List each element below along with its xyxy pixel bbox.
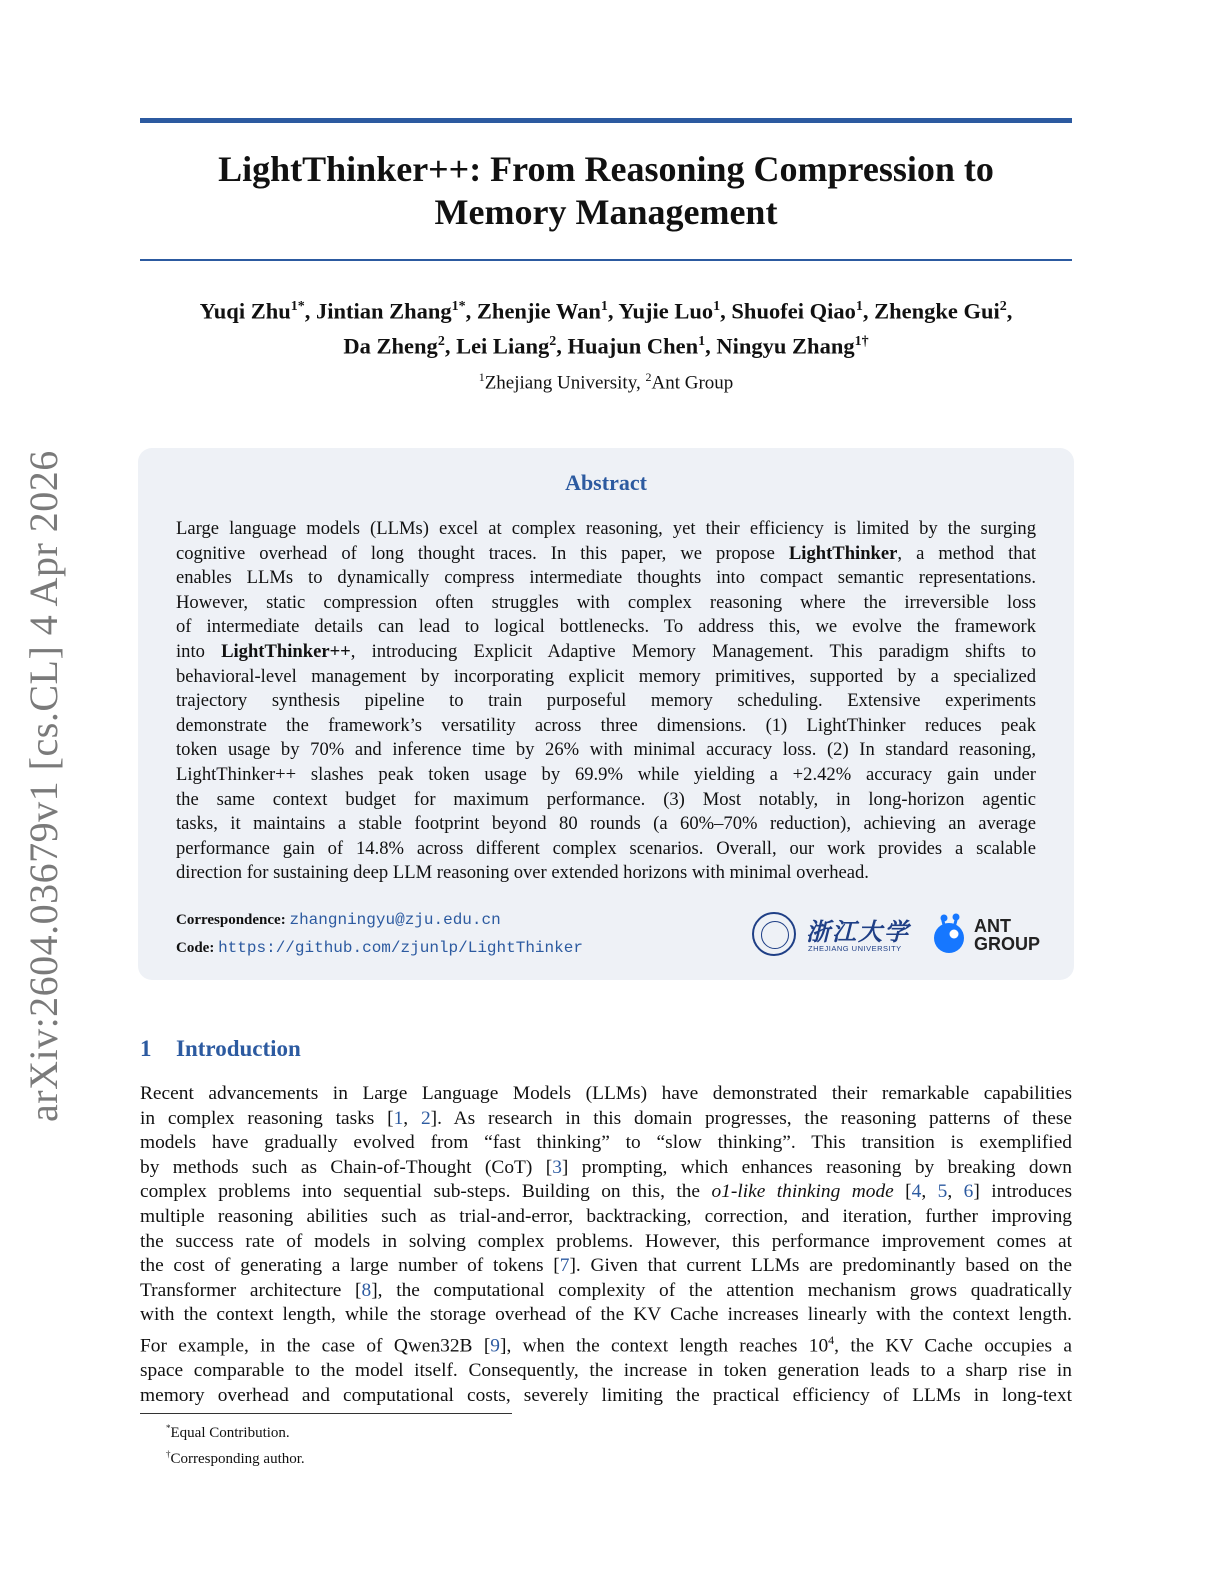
code-url-link[interactable]: https://github.com/zjunlp/LightThinker	[218, 939, 583, 957]
body-line: Transformer architecture [8], the computational complexity of the attention mechanism grows quadratically	[140, 1279, 1072, 1301]
body-line: by methods such as Chain-of-Thought (CoT) [3] prompting, which enhances reasoning by breaking down	[140, 1156, 1072, 1178]
section-heading-introduction	[140, 1036, 301, 1062]
superscript: 4	[828, 1332, 835, 1347]
body-line: Recent advancements in Large Language Models (LLMs) have demonstrated their remarkable capabilities	[140, 1083, 1072, 1104]
author-affil-marker: 1*	[290, 299, 305, 314]
author-name: Shuofei Qiao	[731, 298, 856, 324]
author-name: Huajun Chen	[567, 333, 699, 358]
affil-2: Ant Group	[651, 372, 734, 394]
contact-info	[176, 906, 583, 962]
author-affil-marker: 1†	[854, 333, 869, 349]
footnote-item	[166, 1418, 305, 1444]
body-line: in complex reasoning tasks [1, 2]. As research in this domain progresses, the reasoning patterns of these	[140, 1107, 1072, 1129]
ant-group-icon	[932, 912, 978, 958]
citation-link[interactable]: 7	[559, 1255, 570, 1277]
introduction-body	[140, 1082, 1072, 1408]
footnote-mark: *	[166, 1423, 171, 1433]
abstract-line: cognitive overhead of long thought traces. In this paper, we propose LightThinker, a method that	[176, 542, 1036, 564]
abstract-line: Large language models (LLMs) excel at complex reasoning, yet their efficiency is limited by the surging	[176, 518, 1036, 539]
italic-term: o1-like thinking mode	[711, 1181, 894, 1203]
author-name: Yuqi Zhu	[199, 298, 291, 324]
body-line: with the context length, while the storage overhead of the KV Cache increases linearly with the context length.	[140, 1304, 1072, 1326]
author-name: Zhengke Gui	[874, 298, 1000, 324]
body-line: models have gradually evolved from “fast thinking” to “slow thinking”. This transition is exemplified	[140, 1132, 1072, 1154]
citation-link[interactable]: 6	[963, 1181, 974, 1203]
citation-link[interactable]: 9	[490, 1335, 500, 1357]
institution-logos	[752, 908, 1044, 960]
citation-link[interactable]: 4	[911, 1181, 922, 1203]
paper-title	[140, 148, 1072, 234]
body-line: the success rate of models in solving complex problems. However, this performance improvement comes at	[140, 1230, 1072, 1252]
abstract-bold-term: LightThinker++	[221, 640, 351, 662]
body-line: the cost of generating a large number of tokens [7]. Given that current LLMs are predominantly based on the	[140, 1255, 1072, 1277]
abstract-line: demonstrate the framework’s versatility across three dimensions. (1) LightThinker reduces peak	[176, 714, 1036, 736]
citation-link[interactable]: 3	[552, 1156, 562, 1178]
author-affil-marker: 1	[855, 299, 863, 314]
author-line-1: Yuqi Zhu$^{1*}$, Jintian Zhang$^{1*}$, Zhenjie Wan$^1$, Yujie Luo$^1$, Shuofei Qiao$^1$, Zhengke Gui$^2$,	[199, 298, 1013, 324]
body-line: multiple reasoning abilities such as trial-and-error, backtracking, correction, and iteration, further improving	[140, 1205, 1072, 1227]
body-line: space comparable to the model itself. Consequently, the increase in token generation leads to a sharp rise in	[140, 1360, 1072, 1381]
code-row	[176, 934, 583, 962]
abstract-body	[176, 517, 1036, 886]
footnote-text: Corresponding author.	[170, 1451, 305, 1467]
author-affil-marker: 1	[600, 299, 608, 314]
correspondence-row	[176, 906, 583, 934]
citation-link[interactable]: 2	[420, 1107, 431, 1129]
abstract-line: token usage by 70% and inference time by 26% with minimal accuracy loss. (2) In standard reasoning,	[176, 739, 1036, 761]
arxiv-watermark: arXiv:2604.03679v1 [cs.CL] 4 Apr 2026	[21, 450, 66, 1122]
section-number: 1	[140, 1036, 152, 1061]
abstract-bold-term: LightThinker	[788, 542, 898, 564]
zju-logo-subtext: ZHEJIANG UNIVERSITY	[808, 944, 902, 953]
author-name: Da Zheng	[343, 333, 438, 358]
body-line: memory overhead and computational costs, severely limiting the practical efficiency of LLMs in long-text	[140, 1384, 1072, 1406]
affil-2-marker: 2	[645, 370, 652, 384]
body-line: complex problems into sequential sub-steps. Building on this, the o1-like thinking mode [4, 5, 6] introduces	[140, 1181, 1073, 1203]
citation-link[interactable]: 5	[937, 1181, 948, 1203]
abstract-line: behavioral-level management by incorporating explicit memory primitives, supported by a specialized	[176, 665, 1036, 687]
ant-wordmark-line-2: GROUP	[974, 934, 1041, 954]
section-title: Introduction	[176, 1036, 301, 1061]
title-line-1: LightThinker++: From Reasoning Compression to	[218, 149, 994, 189]
footnote-item	[166, 1444, 305, 1470]
author-name: Zhenjie Wan	[476, 298, 601, 324]
abstract-line: trajectory synthesis pipeline to train purposeful memory scheduling. Extensive experiments	[176, 690, 1036, 712]
abstract-line: However, static compression often struggles with complex reasoning where the irreversible loss	[176, 591, 1036, 613]
correspondence-email-link[interactable]: zhangningyu@zju.edu.cn	[289, 911, 501, 929]
zju-seal-icon	[752, 912, 796, 956]
footnote-rule	[140, 1413, 512, 1414]
abstract-line: performance gain of 14.8% across different complex scenarios. Overall, our work provides a scalable	[176, 837, 1036, 859]
affil-1-marker: 1	[478, 370, 485, 384]
author-affil-marker: 2	[437, 333, 445, 349]
author-name: Jintian Zhang	[315, 298, 452, 324]
author-line-2: Da Zheng$^2$, Lei Liang$^2$, Huajun Chen$^1$, Ningyu Zhang$^{1\dagger}$	[343, 333, 869, 358]
author-affil-marker: 1	[698, 333, 706, 349]
title-line-2: Memory Management	[434, 192, 778, 232]
citation-link[interactable]: 8	[361, 1279, 372, 1301]
title-rule-bottom	[140, 259, 1072, 261]
author-name: Yujie Luo	[618, 298, 714, 324]
code-label: Code:	[176, 940, 215, 956]
abstract-line: tasks, it maintains a stable footprint beyond 80 rounds (a 60%–70% reduction), achieving an average	[176, 813, 1036, 835]
footnote-mark: †	[166, 1449, 171, 1459]
author-affil-marker: 1	[713, 299, 721, 314]
author-affil-marker: 1*	[451, 299, 466, 314]
body-line: For example, in the case of Qwen32B [9], when the context length reaches $10^4$, the KV Cache occupies a	[140, 1332, 1072, 1357]
abstract-line: LightThinker++ slashes peak token usage by 69.9% while yielding a +2.42% accuracy gain under	[176, 763, 1036, 785]
abstract-line: enables LLMs to dynamically compress intermediate thoughts into compact semantic representations.	[176, 567, 1036, 589]
correspondence-label: Correspondence:	[176, 912, 286, 928]
author-affil-marker: 2	[999, 299, 1007, 314]
footnote-text: Equal Contribution.	[170, 1425, 290, 1441]
citation-link[interactable]: 1	[393, 1107, 404, 1129]
footnotes	[166, 1418, 305, 1470]
affiliations: $^1$Zhejiang University, $^2$Ant Group	[478, 370, 734, 394]
zju-logo-text: 浙江大学	[806, 917, 910, 946]
abstract-heading: Abstract	[565, 470, 647, 495]
title-rule-top	[140, 118, 1072, 123]
author-name: Ningyu Zhang	[716, 333, 855, 358]
abstract-line: into LightThinker++, introducing Explicit Adaptive Memory Management. This paradigm shifts to	[176, 640, 1036, 662]
abstract-line: direction for sustaining deep LLM reasoning over extended horizons with minimal overhead.	[176, 862, 869, 884]
ant-wordmark-line-1: ANT	[974, 916, 1011, 936]
abstract-line: the same context budget for maximum performance. (3) Most notably, in long-horizon agentic	[176, 788, 1036, 810]
ant-group-wordmark	[974, 917, 1040, 953]
author-list	[140, 292, 1072, 361]
author-affil-marker: 2	[549, 333, 557, 349]
author-name: Lei Liang	[456, 333, 550, 358]
abstract-line: of intermediate details can lead to logical bottlenecks. To address this, we evolve the framework	[176, 616, 1036, 638]
affil-1: Zhejiang University	[484, 372, 636, 394]
